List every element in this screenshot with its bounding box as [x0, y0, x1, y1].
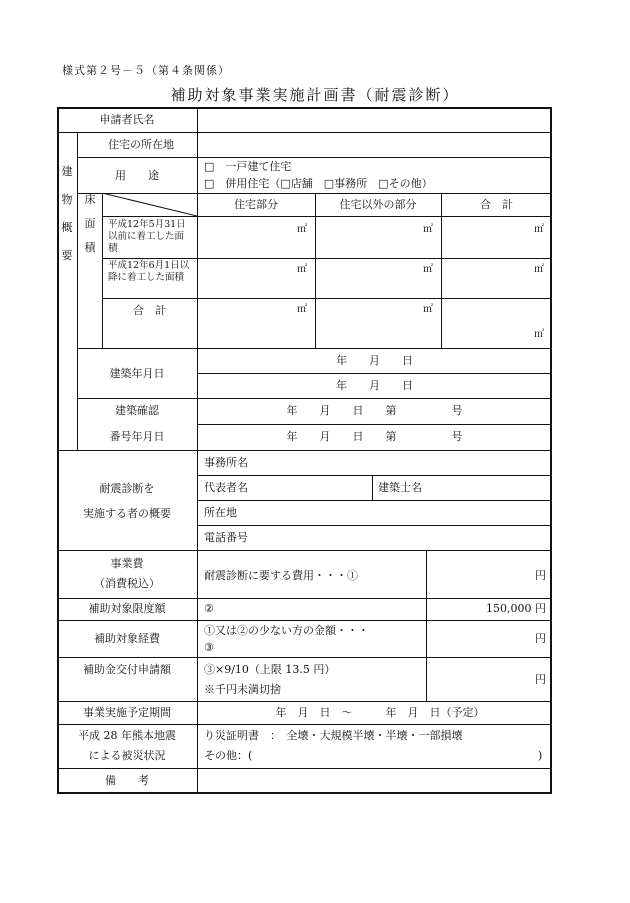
h-line — [77, 157, 552, 158]
v-line — [372, 475, 373, 500]
use-label: 用 途 — [115, 169, 159, 182]
floor-area-label: 床面積 — [84, 193, 96, 254]
limit-item: ② — [204, 602, 214, 615]
eligible-label: 補助対象経費 — [94, 632, 160, 645]
location-label: 所在地 — [204, 506, 237, 519]
h-line — [197, 475, 552, 476]
quake-label-1: 平成 28 年熊本地震 — [78, 729, 176, 742]
unit-non-residential-2: ㎡ — [423, 264, 433, 275]
area-total-label: 合 計 — [133, 304, 166, 317]
unit-residential-1: ㎡ — [297, 224, 307, 235]
v-line — [315, 193, 316, 348]
applicant-name-field[interactable] — [199, 109, 550, 131]
h-line — [57, 724, 552, 725]
h-line — [57, 768, 552, 769]
col-residential: 住宅部分 — [234, 198, 278, 211]
architect-label: 建築士名 — [378, 481, 422, 494]
v-line — [102, 193, 103, 348]
address-label: 住宅の所在地 — [108, 138, 174, 151]
h-line — [57, 657, 552, 658]
cost-yen: 円 — [535, 569, 546, 582]
cost-label-2: （消費税込） — [94, 577, 160, 590]
use-option-detached[interactable]: □ 一戸建て住宅 — [204, 160, 292, 173]
use-option-mixed[interactable]: □ 併用住宅（□店舗 □事務所 □その他） — [204, 177, 433, 190]
eligible-item-2: ③ — [204, 641, 214, 654]
grant-label: 補助金交付申請額 — [83, 663, 171, 676]
h-line — [102, 298, 552, 299]
unit-total-2: ㎡ — [534, 264, 544, 275]
grant-yen: 円 — [535, 673, 546, 686]
h-line — [57, 598, 552, 599]
cost-item: 耐震診断に要する費用・・・① — [204, 569, 358, 582]
h-line — [57, 701, 552, 702]
page-title: 補助対象事業実施計画書（耐震診断） — [170, 86, 460, 104]
confirm-label-2: 番号年月日 — [109, 430, 165, 443]
diagnoser-label-1: 耐震診断を — [99, 482, 155, 495]
period-value[interactable]: 年 月 日 ～ 年 月 日（予定） — [275, 706, 485, 719]
form-id: 様式第２号－５（第４条関係） — [62, 64, 230, 77]
h-line — [197, 373, 552, 374]
grant-item-2: ※千円未満切捨 — [204, 683, 281, 696]
h-line — [197, 525, 552, 526]
limit-amount: 150,000 円 — [486, 602, 546, 615]
built-date-1[interactable]: 年 月 日 — [336, 354, 413, 367]
h-line — [57, 132, 552, 133]
grant-item-1: ③×9/10（上限 13.5 円） — [204, 663, 336, 676]
h-line — [77, 398, 552, 399]
eligible-item-1: ①又は②の少ない方の金額・・・ — [204, 624, 369, 637]
unit-residential-2: ㎡ — [297, 264, 307, 275]
h-line — [197, 500, 552, 501]
unit-total-1: ㎡ — [534, 224, 544, 235]
address-field[interactable] — [199, 134, 550, 156]
confirm-line-2[interactable]: 年 月 日 第 号 — [286, 430, 463, 443]
col-non-residential: 住宅以外の部分 — [339, 198, 417, 211]
v-line — [426, 550, 427, 701]
unit-non-residential-total: ㎡ — [423, 304, 433, 315]
limit-label: 補助対象限度額 — [88, 602, 166, 615]
unit-grand-total: ㎡ — [534, 329, 544, 340]
v-line — [197, 107, 198, 794]
diagnoser-label-2: 実施する者の概要 — [83, 507, 171, 520]
col-total: 合 計 — [480, 198, 513, 211]
h-line — [57, 550, 552, 551]
h-line — [197, 424, 552, 425]
h-line — [77, 348, 552, 349]
eligible-yen: 円 — [535, 632, 546, 645]
confirm-label-1: 建築確認 — [115, 404, 159, 417]
area-row2-label: 平成12年6月1日以降に着工した面積 — [108, 260, 190, 283]
h-line — [102, 216, 552, 217]
h-line — [57, 450, 552, 451]
h-line — [57, 620, 552, 621]
applicant-label: 申請者氏名 — [99, 113, 155, 126]
built-date-2[interactable]: 年 月 日 — [336, 379, 413, 392]
period-label: 事業実施予定期間 — [83, 706, 171, 719]
unit-non-residential-1: ㎡ — [423, 224, 433, 235]
built-date-label: 建築年月日 — [109, 367, 165, 380]
quake-label-2: による被災状況 — [88, 749, 166, 762]
office-name-label: 事務所名 — [204, 456, 248, 469]
unit-residential-total: ㎡ — [297, 304, 307, 315]
quake-certificate[interactable]: り災証明書 ： 全壊・大規模半壊・半壊・一部損壊 — [204, 729, 463, 742]
cost-label-1: 事業費 — [110, 557, 144, 570]
area-row1-label: 平成12年5月31日以前に着工した面積 — [108, 219, 186, 254]
remarks-field[interactable] — [199, 770, 550, 792]
diagonal-line — [102, 193, 197, 216]
confirm-line-1[interactable]: 年 月 日 第 号 — [286, 404, 463, 417]
building-group-label: 建物概要 — [61, 165, 73, 262]
phone-label: 電話番号 — [204, 531, 248, 544]
representative-label: 代表者名 — [204, 481, 248, 494]
h-line — [102, 258, 552, 259]
quake-other-close: ) — [538, 749, 543, 762]
quake-other[interactable]: その他：( — [204, 749, 253, 762]
v-line — [441, 193, 442, 348]
remarks-label: 備 考 — [105, 774, 149, 787]
